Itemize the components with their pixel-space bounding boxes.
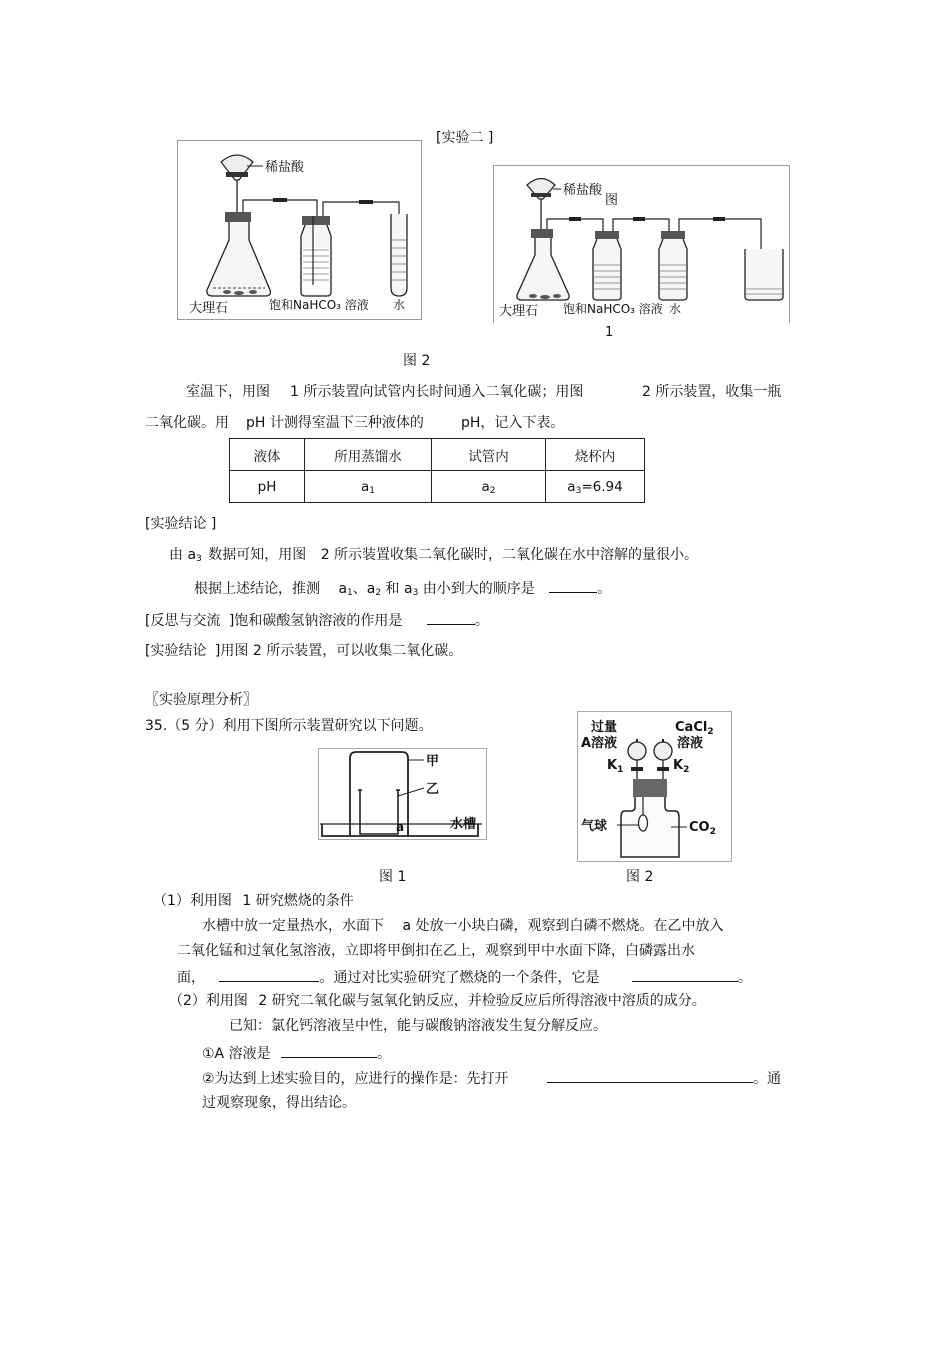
fig1-marble-label: 大理石 bbox=[189, 301, 229, 316]
part-1-line-1: 水槽中放一定量热水，水面下 a 处放一小块白磷，观察到白磷不燃烧。在乙中放入 bbox=[202, 918, 724, 934]
label-a: a bbox=[396, 820, 405, 834]
conclusion-line: 由 $a_3$ 数据可知，用图 2 所示装置收集二氧化碳时，二氧化碳在水中溶解的量很小。 bbox=[169, 547, 699, 564]
table-cell-a2: $a_2$ bbox=[432, 471, 546, 503]
fig2-tu-label: 图 bbox=[605, 193, 619, 208]
inference-line: 根据上述结论，推测 $a_1$、$a_2$ 和 $a_3$ 由小到大的顺序是 。 bbox=[194, 581, 612, 598]
para1-part-b: 1 所示装置向试管内长时间通入二氧化碳；用图 bbox=[290, 384, 584, 400]
fig2-water-label: 水 bbox=[669, 302, 682, 316]
fig2-number-label: 1 bbox=[605, 325, 614, 340]
label-co2: $CO_2$ bbox=[689, 820, 716, 837]
label-tank: 水槽 bbox=[450, 817, 477, 832]
label-k1: $K_1$ bbox=[607, 758, 624, 775]
bottle-shape bbox=[621, 797, 679, 857]
label-balloon: 气球 bbox=[581, 819, 608, 834]
balloon-shape bbox=[639, 815, 648, 831]
flask-stopper-shape bbox=[225, 212, 251, 222]
fig1-water-label: 水 bbox=[393, 298, 406, 312]
question-operation: ②为达到上述实验目的，应进行的操作是：先打开 。通 bbox=[202, 1071, 782, 1087]
question-a-solution: ①A 溶液是 。 bbox=[202, 1046, 392, 1062]
experiment-2-header: [实验二 ] bbox=[436, 130, 494, 146]
table-row-label: pH bbox=[230, 471, 305, 503]
order-answer-blank[interactable] bbox=[549, 580, 597, 593]
apparatus-figure-2 bbox=[493, 165, 793, 340]
principle-header: 〖实验原理分析〗 bbox=[145, 692, 257, 708]
co2-bottle-figure bbox=[577, 711, 733, 863]
table-header: 所用蒸馏水 bbox=[305, 439, 432, 471]
para1-part-c: 2 所示装置，收集一瓶 bbox=[642, 384, 782, 400]
fig2-acid-label: 稀盐酸 bbox=[563, 183, 603, 198]
ph-table-row bbox=[230, 471, 645, 503]
fig1-caption: 图 1 bbox=[379, 869, 407, 885]
label-cacl2: CaCl$_2$ bbox=[675, 720, 714, 737]
fig2-bicarb-label: 饱和NaHCO₃ 溶液 bbox=[563, 302, 663, 316]
para2-part-a: 二氧化碳。用 bbox=[145, 415, 229, 431]
para2-part-c: pH，记入下表。 bbox=[461, 415, 565, 431]
funnel-b-shape bbox=[654, 742, 672, 760]
funnel-a-shape bbox=[628, 742, 646, 760]
ph-table bbox=[229, 438, 645, 503]
inner-beaker-shape bbox=[360, 790, 398, 834]
table-cell-a1: $a_1$ bbox=[305, 471, 432, 503]
figure-2-caption: 图 2 bbox=[403, 353, 431, 369]
table-cell-a3: $a_3=6.94$ bbox=[546, 471, 645, 503]
fig2-caption: 图 2 bbox=[626, 869, 654, 885]
question-35: 35.（5 分）利用下图所示装置研究以下问题。 bbox=[145, 718, 433, 734]
label-k2: $K_2$ bbox=[673, 758, 690, 775]
table-header: 烧杯内 bbox=[546, 439, 645, 471]
known-fact: 已知：氯化钙溶液呈中性，能与碳酸钠溶液发生复分解反应。 bbox=[229, 1018, 607, 1034]
operation-answer-blank[interactable] bbox=[547, 1070, 753, 1083]
funnel-stopcock-shape bbox=[226, 172, 248, 177]
label-a-solution: A溶液 bbox=[581, 736, 618, 751]
label-excess: 过量 bbox=[591, 720, 618, 735]
apparatus-figure-1 bbox=[177, 140, 422, 320]
fig2-marble-label: 大理石 bbox=[499, 304, 539, 319]
condition-answer-blank[interactable] bbox=[632, 969, 738, 982]
conclusion-label: [实验结论 ] bbox=[145, 516, 217, 532]
flask-shape bbox=[207, 222, 271, 296]
label-jia: 甲 bbox=[426, 754, 440, 769]
water-tank-figure bbox=[318, 748, 490, 842]
fig1-bicarb-label: 饱和NaHCO₃ 溶液 bbox=[269, 298, 369, 312]
conclusion-2-line: [实验结论 ]用图 2 所示装置，可以收集二氧化碳。 bbox=[145, 643, 463, 659]
para1-part-a: 室温下，用图 bbox=[186, 384, 270, 400]
part-1-line-3: 面， 。通过对比实验研究了燃烧的一个条件，它是 。 bbox=[177, 970, 752, 986]
question-operation-line-2: 过观察现象，得出结论。 bbox=[202, 1095, 356, 1111]
beaker-shape bbox=[745, 249, 783, 300]
para2-part-b: pH 计测得室温下三种液体的 bbox=[246, 415, 424, 431]
bottle-stopper-shape bbox=[633, 779, 667, 797]
test-tube-shape bbox=[391, 214, 407, 296]
label-solution: 溶液 bbox=[677, 736, 704, 751]
reflection-answer-blank[interactable] bbox=[427, 612, 475, 625]
part-1-heading: （1）利用图 1 研究燃烧的条件 bbox=[153, 893, 354, 909]
label-yi: 乙 bbox=[426, 782, 440, 797]
fig1-acid-label: 稀盐酸 bbox=[265, 160, 305, 175]
table-header: 试管内 bbox=[432, 439, 546, 471]
reflection-line: [反思与交流 ]饱和碳酸氢钠溶液的作用是 。 bbox=[145, 613, 489, 629]
ph-table-header-row bbox=[230, 439, 645, 471]
phenomenon-answer-blank[interactable] bbox=[219, 969, 319, 982]
a-solution-answer-blank[interactable] bbox=[281, 1045, 377, 1058]
part-2-heading: （2）利用图 2 研究二氧化碳与氢氧化钠反应，并检验反应后所得溶液中溶质的成分。 bbox=[169, 993, 706, 1009]
part-1-line-2: 二氧化锰和过氧化氢溶液，立即将甲倒扣在乙上，观察到甲中水面下降，白磷露出水 bbox=[177, 943, 695, 959]
table-header: 液体 bbox=[230, 439, 305, 471]
